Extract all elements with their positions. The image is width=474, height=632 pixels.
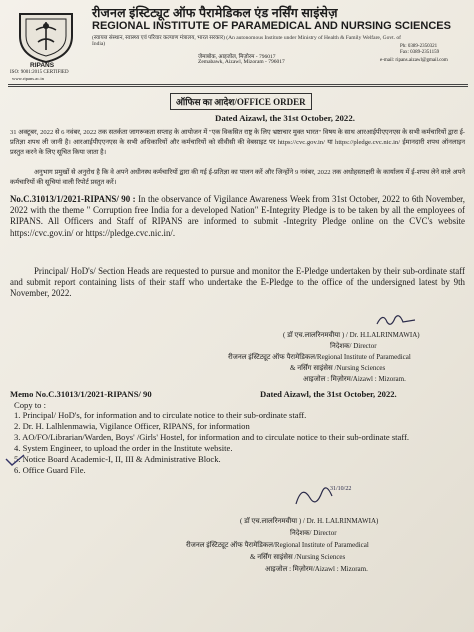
copy-to-list: [14, 410, 464, 476]
address-english: Zemabawk, Aizawl, Mizoram - 796017: [198, 59, 285, 65]
signatory-org-1: रीजनल इंस्टिट्यूट ऑफ पैरामेडिकल/Regional Institute of Paramedical: [228, 353, 411, 361]
english-paragraph-2: Principal/ HoD's/ Section Heads are requested to pursue and monitor the E-Pledge undertaken by their sub-ordinate staff and submit report containing lists of their staff who undertake the E-Pledge to the office of the undersigned latest by 9th November, 2022.: [10, 266, 465, 299]
signatory-title-2: निदेशक/ Director: [290, 529, 337, 537]
list-item: 5. Notice Board Academic-I, II, III & Administrative Block.: [14, 454, 221, 464]
header-divider-thin: [8, 86, 468, 87]
memo-date: Dated Aizawl, the 31st October, 2022.: [260, 389, 397, 399]
signatory-place-2: आइजोल : मिज़ोरम/Aizawl : Mizoram.: [265, 565, 368, 573]
checkmark-icon: [4, 453, 26, 467]
website-link[interactable]: www.ripans.ac.in: [12, 76, 44, 81]
english-paragraph-1: [10, 194, 465, 239]
signatory-name-1: ( डॉ एच.लालरिनमवीया ) / Dr. H.LALRINMAWIA): [283, 331, 420, 339]
signature-scribble-1: [375, 310, 419, 330]
signatory-name-2: ( डॉ एच.लालरिनमवीया ) / Dr. H. LALRINMAWIA): [240, 517, 379, 525]
hindi-paragraph-2: अनुभाग प्रमुखों से अनुरोध है कि वे अपने अधीनस्थ कर्मचारियों द्वारा की गई ई-प्रतिज्ञा का पालन करें और जिन्होंने 9 नवंबर, 2022 तक अधोहस्ताक्षरी के कार्यालय में ई-शपथ लेने वाले अपने कर्मचारियों की सूचियां वाली रिपोर्ट प्रस्तुत करें।: [10, 169, 465, 186]
office-order-title: ऑफिस का आदेश/OFFICE ORDER: [170, 93, 312, 110]
signatory-org-2: रीजनल इंस्टिट्यूट ऑफ पैरामेडिकल/Regional Institute of Paramedical: [186, 541, 369, 549]
list-item: 2. Dr. H. Lalhlenmawia, Vigilance Officer, RIPANS, for information: [14, 421, 250, 431]
english-paragraph-1-text: In the observance of Vigilance Awareness Week from 31st October, 2022 to 6th November, 2022 with the theme " Corruption free India for a developed Nation" E-Integrity Pledge is to be taken by all the employees of RIPANS. All Officers and Staff of RIPANS are informed to submit -Integrity Pledge online on the CVC's website https://cvc.gov.in/ or https://pledge.cvc.nic.in/.: [10, 194, 465, 238]
order-date: Dated Aizawl, the 31st October, 2022.: [215, 113, 355, 123]
institute-name-hindi: रीजनल इंस्टिट्यूट ऑफ पैरामेडिकल एंड नर्सिंग साइंसेज़: [92, 6, 338, 20]
institute-logo: [14, 6, 78, 64]
header-divider: [8, 84, 468, 85]
institute-name-english: REGIONAL INSTITUTE OF PARAMEDICAL AND NURSING SCIENCES: [92, 20, 451, 32]
email-address[interactable]: e-mail: ripans.aizawl@gmail.com: [380, 58, 448, 63]
copy-to-label: Copy to :: [14, 400, 46, 410]
memo-number: No.C.31013/1/2021-RIPANS/ 90 :: [10, 194, 136, 204]
list-item: 1. Principal/ HoD's, for information and to circulate notice to their sub-ordinate staff.: [14, 410, 307, 420]
list-item: 6. Office Guard File.: [14, 465, 86, 475]
fax-number: Fax: 0389-2351159: [400, 50, 440, 55]
hindi-paragraph-1: 31 अक्टूबर, 2022 से 6 नवंबर, 2022 तक सतर्कता जागरूकता सप्ताह के आयोजन में "एक विकसित राष्ट्र के लिए भ्रष्टाचार मुक्त भारत" विषय के साथ आरआईपीएएनएस के सभी कर्मचारियों द्वारा ई-प्रतिज्ञा शपथ ली जानी है। आरआईपीएएनएस के सभी अधिकारियों और कर्मचारियों को सीवीसी की वेबसाइट पर https://cvc.gov.in/ या https://pledge.cvc.nic.in/ ईमानदारी शपथ ऑनलाइन प्रस्तुत करने के लिए सूचित किया जाता है।: [10, 129, 465, 156]
memo-reference: Memo No.C.31013/1/2021-RIPANS/ 90: [10, 389, 152, 399]
signatory-place-1: आइजोल : मिज़ोरम/Aizawl : Mizoram.: [303, 375, 406, 383]
logo-caption: RIPANS: [30, 62, 55, 69]
signature-date-2: 31/10/22: [330, 486, 352, 492]
signatory-org2-2: & नर्सिंग साइंसेस /Nursing Sciences: [250, 553, 346, 561]
address-hindi: जेमाबोक, आइजोल, मिज़ोरम - 796017: [198, 54, 276, 60]
list-item: 4. System Engineer, to upload the order in the Institute website.: [14, 443, 233, 453]
institute-subtitle: (स्वायत्त संस्थान, स्वास्थ्य एवं परिवार कल्याण मंत्रालय, भारत सरकार) (An autonomous Institute under Ministry of Health & Family Welfare, Govt. of India): [92, 35, 401, 48]
signatory-org2-1: & नर्सिंग साइंसेस /Nursing Sciences: [290, 364, 386, 372]
list-item: 3. AO/FO/Librarian/Warden, Boys' /Girls' Hostel, for information and to circulate notice to their sub-ordinate staff.: [14, 432, 410, 442]
iso-certification: ISO: 9001:2015 CERTIFIED: [10, 70, 69, 75]
phone-number: Ph: 0389-2350321: [400, 44, 438, 49]
signatory-title-1: निदेशक/ Director: [330, 342, 377, 350]
